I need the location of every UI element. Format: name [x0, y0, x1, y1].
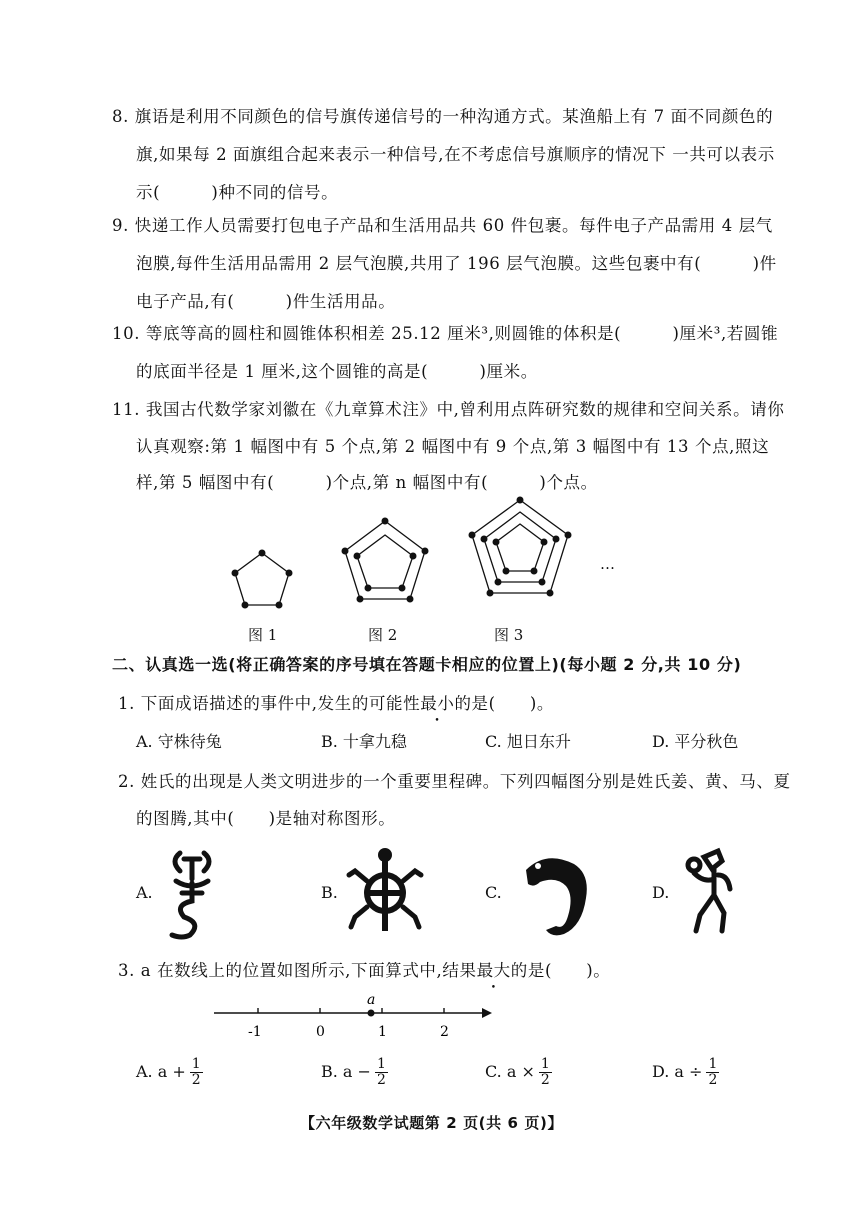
totem-xia-icon — [680, 845, 740, 940]
section-2-title: 二、认真选一选(将正确答案的序号填在答题卡相应的位置上)(每小题 2 分,共 10 分) — [112, 655, 742, 674]
q11-line-1: 11. 我国古代数学家刘徽在《九章算术注》中,曾利用点阵研究数的规律和空间关系。请你 — [112, 400, 785, 419]
number-line-tick-0: 0 — [316, 1024, 325, 1040]
q8-line-1: 8. 旗语是利用不同颜色的信号旗传递信号的一种沟通方式。某渔船上有 7 面不同颜色的 — [112, 107, 774, 126]
pentagon-figure-3 — [458, 490, 588, 620]
q10-line-1: 10. 等底等高的圆柱和圆锥体积相差 25.12 厘米³,则圆锥的体积是( )厘米³,若圆锥 — [112, 324, 779, 343]
number-line-tick-neg1: -1 — [248, 1024, 262, 1040]
q1-option-d: D. 平分秋色 — [652, 732, 739, 751]
q1-stem: 1. 下面成语描述的事件中,发生的可能性最小的是( )。 — [118, 694, 555, 713]
q9-line-1: 9. 快递工作人员需要打包电子产品和生活用品共 60 件包裹。每件电子产品需用 4 层气 — [112, 216, 773, 235]
q3-option-c: C. a × $\frac{1}{2}$ — [485, 1056, 550, 1088]
q3-option-a: A. a + $\frac{1}{2}$ — [136, 1056, 201, 1088]
totem-huang-icon — [345, 845, 425, 940]
q11-line-3: 样,第 5 幅图中有( )个点,第 n 幅图中有( )个点。 — [136, 473, 598, 492]
totem-jiang-icon — [162, 845, 222, 940]
q2-line-1: 2. 姓氏的出现是人类文明进步的一个重要里程碑。下列四幅图分别是姓氏姜、黄、马、夏 — [118, 772, 791, 791]
number-line-point-label: a — [367, 992, 376, 1008]
figure-caption-3: 图 3 — [494, 626, 524, 644]
figure-caption-1: 图 1 — [248, 626, 278, 644]
q1-option-a: A. 守株待兔 — [136, 732, 222, 751]
pentagon-figure-2 — [330, 515, 440, 615]
number-line — [210, 990, 510, 1050]
q2-option-b: B. — [321, 883, 338, 902]
q9-line-2: 泡膜,每件生活用品需用 2 层气泡膜,共用了 196 层气泡膜。这些包裹中有( )件 — [136, 254, 777, 273]
q2-line-2: 的图腾,其中( )是轴对称图形。 — [136, 809, 396, 828]
q2-option-a: A. — [136, 883, 153, 902]
totem-ma-icon — [518, 848, 598, 943]
figure-caption-2: 图 2 — [368, 626, 398, 644]
q8-line-2: 旗,如果每 2 面旗组合起来表示一种信号,在不考虑信号旗顺序的情况下 一共可以表示 — [136, 145, 775, 164]
q2-option-c: C. — [485, 883, 502, 902]
number-line-tick-1: 1 — [378, 1024, 387, 1040]
page-footer: 【六年级数学试题第 2 页(共 6 页)】 — [300, 1114, 564, 1132]
q3-option-d: D. a ÷ $\frac{1}{2}$ — [652, 1056, 718, 1088]
q1-option-b: B. 十拿九稳 — [321, 732, 407, 751]
q3-option-b: B. a − $\frac{1}{2}$ — [321, 1056, 386, 1088]
q9-line-3: 电子产品,有( )件生活用品。 — [136, 292, 396, 311]
pentagon-figure-1 — [228, 545, 298, 615]
number-line-tick-2: 2 — [440, 1024, 449, 1040]
q11-line-2: 认真观察:第 1 幅图中有 5 个点,第 2 幅图中有 9 个点,第 3 幅图中有 13 个点,照这 — [136, 437, 770, 456]
q8-line-3: 示( )种不同的信号。 — [136, 183, 339, 202]
q2-option-d: D. — [652, 883, 670, 902]
q3-stem: 3. a 在数线上的位置如图所示,下面算式中,结果最大的是( )。 — [118, 961, 611, 980]
figure-ellipsis: … — [600, 555, 615, 573]
q10-line-2: 的底面半径是 1 厘米,这个圆锥的高是( )厘米。 — [136, 362, 538, 381]
q1-option-c: C. 旭日东升 — [485, 732, 571, 751]
